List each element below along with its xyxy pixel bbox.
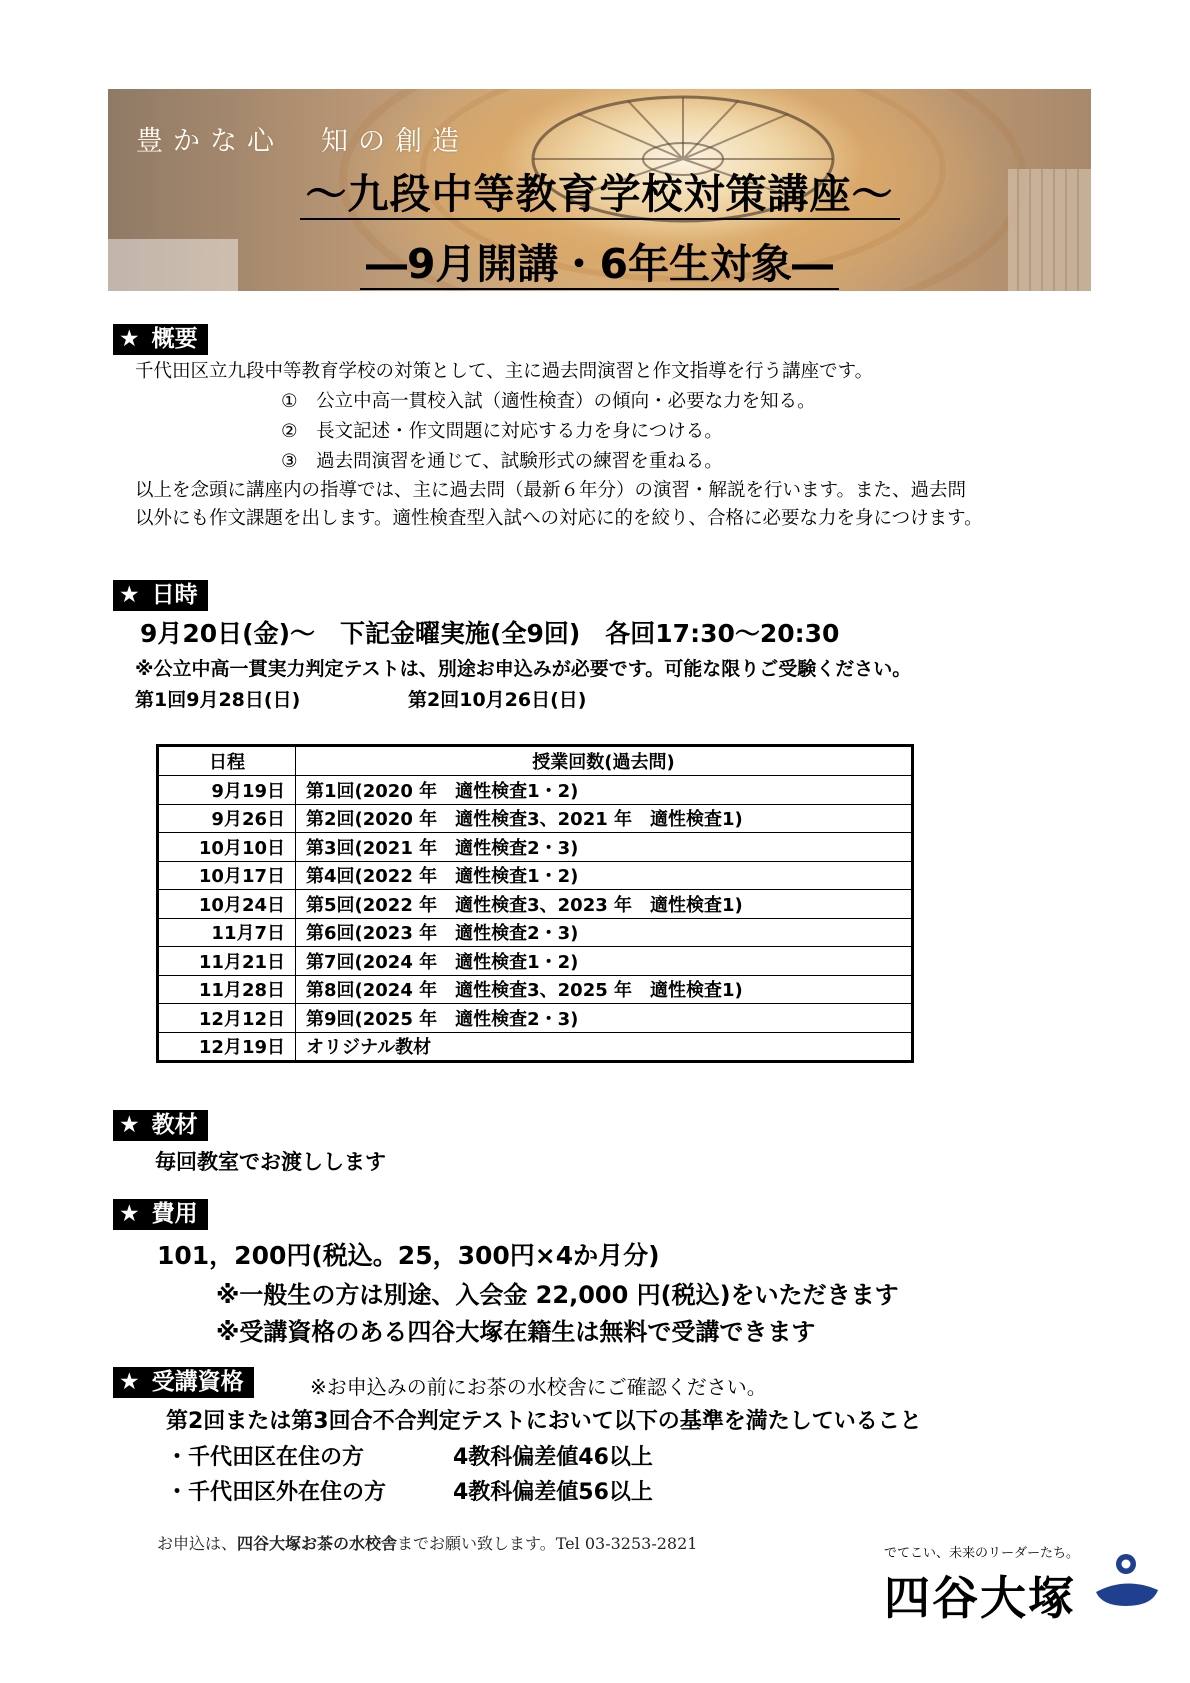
table-cell-date: 12月19日 — [158, 1032, 296, 1062]
table-row — [158, 918, 913, 947]
fees-note-1: ※一般生の方は別途、入会金 22,000 円(税込)をいただきます — [216, 1281, 899, 1309]
table-row — [158, 975, 913, 1004]
contact-info: お申込は、四谷大塚お茶の水校舎までお願い致します。Tel 03-3253-2821 — [157, 1534, 698, 1553]
section-label-schedule: ★ 日時 — [113, 580, 208, 611]
eligibility-nonresident-label: ・千代田区外在住の方 — [166, 1480, 387, 1505]
table-cell-date: 11月7日 — [158, 918, 296, 947]
table-cell-date: 11月21日 — [158, 947, 296, 976]
table-cell-date: 10月24日 — [158, 890, 296, 919]
star-icon: ★ — [119, 582, 140, 608]
logo-tagline: でてこい、未来のリーダーたち。 — [884, 1546, 1080, 1561]
table-header-row — [158, 746, 913, 776]
table-cell-session: 第7回(2024 年 適性検査1・2) — [296, 947, 913, 976]
table-cell-session: 第2回(2020 年 適性検査3、2021 年 適性検査1) — [296, 804, 913, 833]
eligibility-resident-label: ・千代田区在住の方 — [166, 1445, 365, 1470]
eligibility-note: ※お申込みの前にお茶の水校舎にご確認ください。 — [310, 1375, 767, 1399]
table-cell-session: 第8回(2024 年 適性検査3、2025 年 適性検査1) — [296, 975, 913, 1004]
table-cell-session: 第3回(2021 年 適性検査2・3) — [296, 833, 913, 862]
table-cell-session: 第4回(2022 年 適性検査1・2) — [296, 861, 913, 890]
overview-body-line-2: 以外にも作文課題を出します。適性検査型入試への対応に的を絞り、合格に必要な力を身につけます。 — [135, 508, 983, 529]
table-cell-session: 第1回(2020 年 適性検査1・2) — [296, 776, 913, 805]
table-cell-session: オリジナル教材 — [296, 1032, 913, 1062]
section-label-materials: ★ 教材 — [113, 1110, 208, 1141]
section-label-overview: ★ 概要 — [113, 324, 208, 355]
fees-note-2: ※受講資格のある四谷大塚在籍生は無料で受講できます — [216, 1318, 816, 1346]
materials-text: 毎回教室でお渡しします — [155, 1150, 386, 1174]
page-title: ～九段中等教育学校対策講座～ — [108, 161, 1091, 220]
section-label-eligibility: ★ 受講資格 — [113, 1367, 254, 1398]
table-cell-date: 10月17日 — [158, 861, 296, 890]
logo-mark-icon — [1092, 1550, 1162, 1612]
overview-body-line-1: 以上を念頭に講座内の指導では、主に過去問（最新６年分）の演習・解説を行います。また、過去問 — [135, 480, 967, 501]
table-cell-session: 第9回(2025 年 適性検査2・3) — [296, 1004, 913, 1033]
table-cell-date: 9月26日 — [158, 804, 296, 833]
fees-main: 101，200円(税込。25，300円×4か月分) — [157, 1241, 660, 1270]
overview-point-3: ③ 過去問演習を通じて、試験形式の練習を重ねる。 — [281, 451, 723, 472]
overview-point-1: ① 公立中高一貫校入試（適性検査）の傾向・必要な力を知る。 — [281, 391, 816, 412]
section-label-fees: ★ 費用 — [113, 1199, 208, 1230]
page-subtitle: ―9月開講・6年生対象― — [108, 231, 1091, 290]
star-icon: ★ — [119, 1369, 140, 1395]
table-row — [158, 804, 913, 833]
star-icon: ★ — [119, 1112, 140, 1138]
table-row — [158, 776, 913, 805]
table-cell-session: 第6回(2023 年 適性検査2・3) — [296, 918, 913, 947]
table-row — [158, 1032, 913, 1062]
table-header-session: 授業回数(過去問) — [296, 746, 913, 776]
table-row — [158, 947, 913, 976]
test-date-1: 第1回9月28日(日) — [135, 689, 301, 711]
table-cell-date: 12月12日 — [158, 1004, 296, 1033]
overview-intro: 千代田区立九段中等教育学校の対策として、主に過去問演習と作文指導を行う講座です。 — [135, 361, 874, 382]
schedule-test-note: ※公立中高一貫実力判定テストは、別途お申込みが必要です。可能な限りご受験ください。 — [135, 658, 912, 680]
eligibility-criteria: 第2回または第3回合不合判定テストにおいて以下の基準を満たしていること — [166, 1409, 922, 1434]
table-cell-date: 11月28日 — [158, 975, 296, 1004]
table-header-date: 日程 — [158, 746, 296, 776]
star-icon: ★ — [119, 326, 140, 352]
eligibility-resident-requirement: 4教科偏差値46以上 — [453, 1445, 653, 1470]
table-cell-date: 10月10日 — [158, 833, 296, 862]
table-cell-session: 第5回(2022 年 適性検査3、2023 年 適性検査1) — [296, 890, 913, 919]
table-row — [158, 861, 913, 890]
overview-point-2: ② 長文記述・作文問題に対応する力を身につける。 — [281, 421, 723, 442]
star-icon: ★ — [119, 1201, 140, 1227]
table-row — [158, 833, 913, 862]
test-date-2: 第2回10月26日(日) — [408, 689, 587, 711]
eligibility-nonresident-requirement: 4教科偏差値56以上 — [453, 1480, 653, 1505]
header-banner — [108, 89, 1091, 291]
logo: 四谷大塚 — [884, 1571, 1076, 1625]
table-row — [158, 890, 913, 919]
banner-slogan: 豊かな心 知の創造 — [136, 126, 469, 157]
schedule-main: 9月20日(金)～ 下記金曜実施(全9回) 各回17:30～20:30 — [140, 619, 840, 648]
table-row — [158, 1004, 913, 1033]
schedule-table — [156, 744, 914, 1063]
table-cell-date: 9月19日 — [158, 776, 296, 805]
